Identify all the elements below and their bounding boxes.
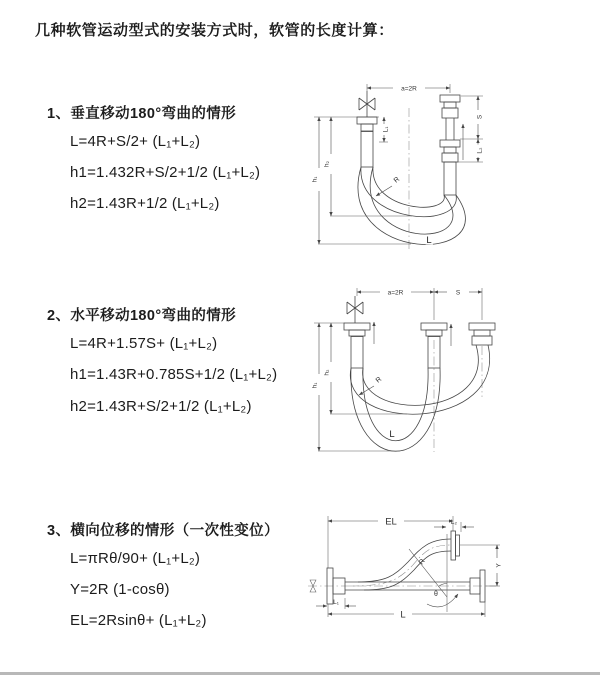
dim-label-L1: L₁ bbox=[333, 599, 339, 606]
dimension-L2 bbox=[457, 139, 484, 162]
dimension-h1 bbox=[312, 323, 400, 451]
diagram-vertical-180-bend bbox=[305, 72, 535, 257]
dim-label-a2R: a=2R bbox=[387, 289, 404, 297]
dim-label-Y: Y bbox=[495, 563, 503, 568]
section-1-heading: 1、垂直移动180°弯曲的情形 bbox=[47, 106, 237, 122]
dim-label-h1: h₁ bbox=[312, 382, 319, 389]
diagram-lateral-displacement bbox=[300, 500, 590, 650]
upper-flange bbox=[451, 531, 460, 560]
angle-label-theta: θ bbox=[434, 591, 438, 598]
section-1-formula-h2: h2=1.43R+1/2 (L₁+L₂) bbox=[70, 195, 220, 212]
hose-braid bbox=[351, 337, 363, 369]
dimension-L1 bbox=[316, 598, 356, 609]
section-3-formula-Y: Y=2R (1-cosθ) bbox=[70, 581, 170, 598]
dimension-L bbox=[328, 602, 485, 621]
dim-label-S: S bbox=[455, 289, 461, 297]
section-2-formula-h1: h1=1.43R+0.785S+1/2 (L₁+L₂) bbox=[70, 366, 278, 383]
section-3-formula-L: L=πRθ/90+ (L₁+L₂) bbox=[70, 550, 201, 567]
valve-icon bbox=[347, 296, 363, 323]
section-2-formula-L: L=4R+1.57S+ (L₁+L₂) bbox=[70, 335, 218, 352]
left-hose-end bbox=[314, 117, 379, 167]
length-label-L: L bbox=[389, 429, 395, 440]
dim-label-L2: L₂ bbox=[476, 147, 484, 154]
hose-u-bend-curves bbox=[358, 167, 465, 245]
page-title: 几种软管运动型式的安装方式时，软管的长度计算： bbox=[35, 22, 394, 39]
length-label-L: L bbox=[400, 609, 406, 621]
section-3-heading: 3、横向位移的情形（一次性变位） bbox=[47, 523, 279, 539]
dim-label-h2: h₂ bbox=[323, 160, 331, 168]
dimension-Y bbox=[460, 545, 503, 586]
dim-label-h1: h₁ bbox=[311, 176, 319, 183]
dimension-L1 bbox=[379, 117, 390, 142]
radius-callout bbox=[376, 176, 401, 196]
hose-braid bbox=[361, 132, 373, 168]
section-2-heading: 2、水平移动180°弯曲的情形 bbox=[47, 308, 237, 324]
radius-label: R bbox=[392, 175, 402, 185]
dim-label-h2: h₂ bbox=[323, 369, 331, 376]
middle-hose-end bbox=[421, 323, 451, 368]
dimension-S bbox=[434, 290, 482, 297]
radius-label: R bbox=[418, 557, 427, 567]
section-3-formula-EL: EL=2Rsinθ+ (L₁+L₂) bbox=[70, 612, 207, 629]
dim-label-L2: L₂ bbox=[450, 519, 458, 526]
right-hose-end bbox=[469, 323, 495, 345]
dim-label-L1: L₁ bbox=[382, 126, 390, 133]
dimension-width-a2R bbox=[357, 288, 482, 320]
dim-label-S: S bbox=[476, 114, 484, 120]
section-1-formula-h1: h1=1.432R+S/2+1/2 (L₁+L₂) bbox=[70, 164, 261, 181]
dim-label-a2R: a=2R bbox=[401, 85, 417, 93]
section-1-formula-L: L=4R+S/2+ (L₁+L₂) bbox=[70, 133, 201, 150]
radius-label: R bbox=[374, 375, 384, 385]
hose-u-bend-curves bbox=[350, 345, 489, 451]
dim-label-EL: EL bbox=[385, 516, 397, 528]
diagram-horizontal-180-bend bbox=[312, 282, 544, 462]
dimension-EL bbox=[328, 516, 453, 568]
left-hose-end bbox=[344, 322, 374, 368]
valve-icon bbox=[359, 91, 375, 117]
section-2-formula-h2: h2=1.43R+S/2+1/2 (L₁+L₂) bbox=[70, 398, 252, 415]
dimension-S bbox=[460, 96, 484, 139]
length-label-L: L bbox=[426, 235, 432, 246]
dimension-width-a2R bbox=[367, 84, 450, 93]
right-hose-end bbox=[440, 95, 463, 195]
hose-braid bbox=[444, 162, 456, 195]
